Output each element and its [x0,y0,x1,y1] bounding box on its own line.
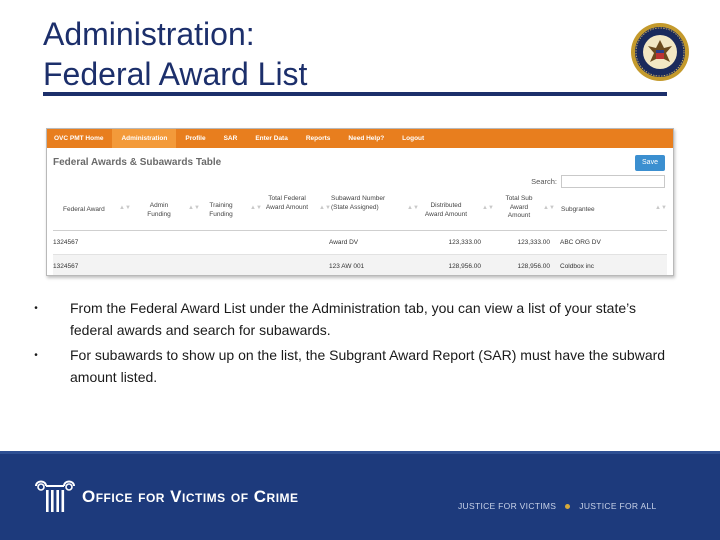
search-input[interactable] [561,175,665,188]
col-subaward-number[interactable]: Subaward Number (State Assigned) [331,195,386,211]
app-nav-bar [47,129,673,148]
cell-subaward-number: Award DV [329,239,359,246]
col-training-funding[interactable]: Training Funding [209,202,233,218]
cell-subgrantee: ABC ORG DV [560,239,601,246]
sort-icon: ▲▼ [407,205,419,211]
doj-seal-icon [630,22,690,82]
col-federal-award[interactable]: Federal Award [63,206,105,213]
sort-icon: ▲▼ [319,205,331,211]
col-distributed-award-amount[interactable]: Distributed Award Amount [424,202,468,218]
col-total-federal-award-amount[interactable]: Total Federal Award Amount [265,195,309,211]
search-row [531,175,665,188]
bullet-text: For subawards to show up on the list, the Subgrant Award Report (SAR) must have the subward amount listed. [70,347,666,385]
tagline-dot-icon [565,504,570,509]
cell-distributed: 123,333.00 [448,239,481,246]
nav-reports[interactable]: Reports [305,135,331,142]
footer-tagline [458,501,657,511]
cell-subgrantee: Coldbox inc [560,263,594,270]
nav-sar[interactable]: SAR [223,135,238,142]
ovc-column-logo-icon [32,478,78,516]
sort-icon: ▲▼ [119,205,131,211]
col-subgrantee[interactable]: Subgrantee [561,206,595,213]
footer-band [0,451,720,540]
footer-top-strip [0,451,720,454]
slide-title-line-1: Administration: [43,16,255,52]
bullet-item [30,298,680,341]
sort-icon: ▲▼ [188,205,200,211]
nav-profile[interactable]: Profile [185,135,206,142]
nav-ovc-pmt-home[interactable]: OVC PMT Home [54,135,104,142]
col-total-sub-award-amount[interactable]: Total Sub Award Amount [505,195,533,219]
search-label: Search: [531,177,557,186]
awards-table [53,191,667,276]
table-row[interactable] [53,255,667,276]
title-underline [43,92,667,96]
cell-federal-award: 1324567 [53,263,79,270]
nav-logout[interactable]: Logout [402,135,425,142]
col-admin-funding[interactable]: Admin Funding [147,202,171,218]
cell-total-sub: 123,333.00 [517,239,550,246]
bullet-list [30,298,680,392]
sort-icon: ▲▼ [543,205,555,211]
cell-federal-award: 1324567 [53,239,79,246]
bullet-item [30,345,680,388]
app-screenshot [46,128,674,276]
cell-distributed: 128,956.00 [448,263,481,270]
save-button[interactable]: Save [635,155,665,171]
ovc-org-name: Office for Victims of Crime [82,487,299,506]
cell-total-sub: 128,956.00 [517,263,550,270]
tagline-left: JUSTICE FOR VICTIMS [458,501,557,511]
panel-title: Federal Awards & Subawards Table [53,157,222,168]
nav-enter-data[interactable]: Enter Data [255,135,288,142]
table-header [53,191,667,231]
bullet-dot-icon: • [34,350,38,361]
nav-need-help[interactable]: Need Help? [348,135,385,142]
slide-title-line-2: Federal Award List [43,56,308,92]
sort-icon: ▲▼ [655,205,667,211]
bullet-dot-icon: • [34,303,38,314]
sort-icon: ▲▼ [250,205,262,211]
table-row[interactable] [53,231,667,255]
slide-title [43,14,307,94]
cell-subaward-number: 123 AW 001 [329,263,365,270]
tagline-right: JUSTICE FOR ALL [579,501,657,511]
sort-icon: ▲▼ [482,205,494,211]
bullet-text: From the Federal Award List under the Administration tab, you can view a list of your state’s federal awards and search for subawards. [70,300,636,338]
nav-administration[interactable]: Administration [112,129,176,148]
